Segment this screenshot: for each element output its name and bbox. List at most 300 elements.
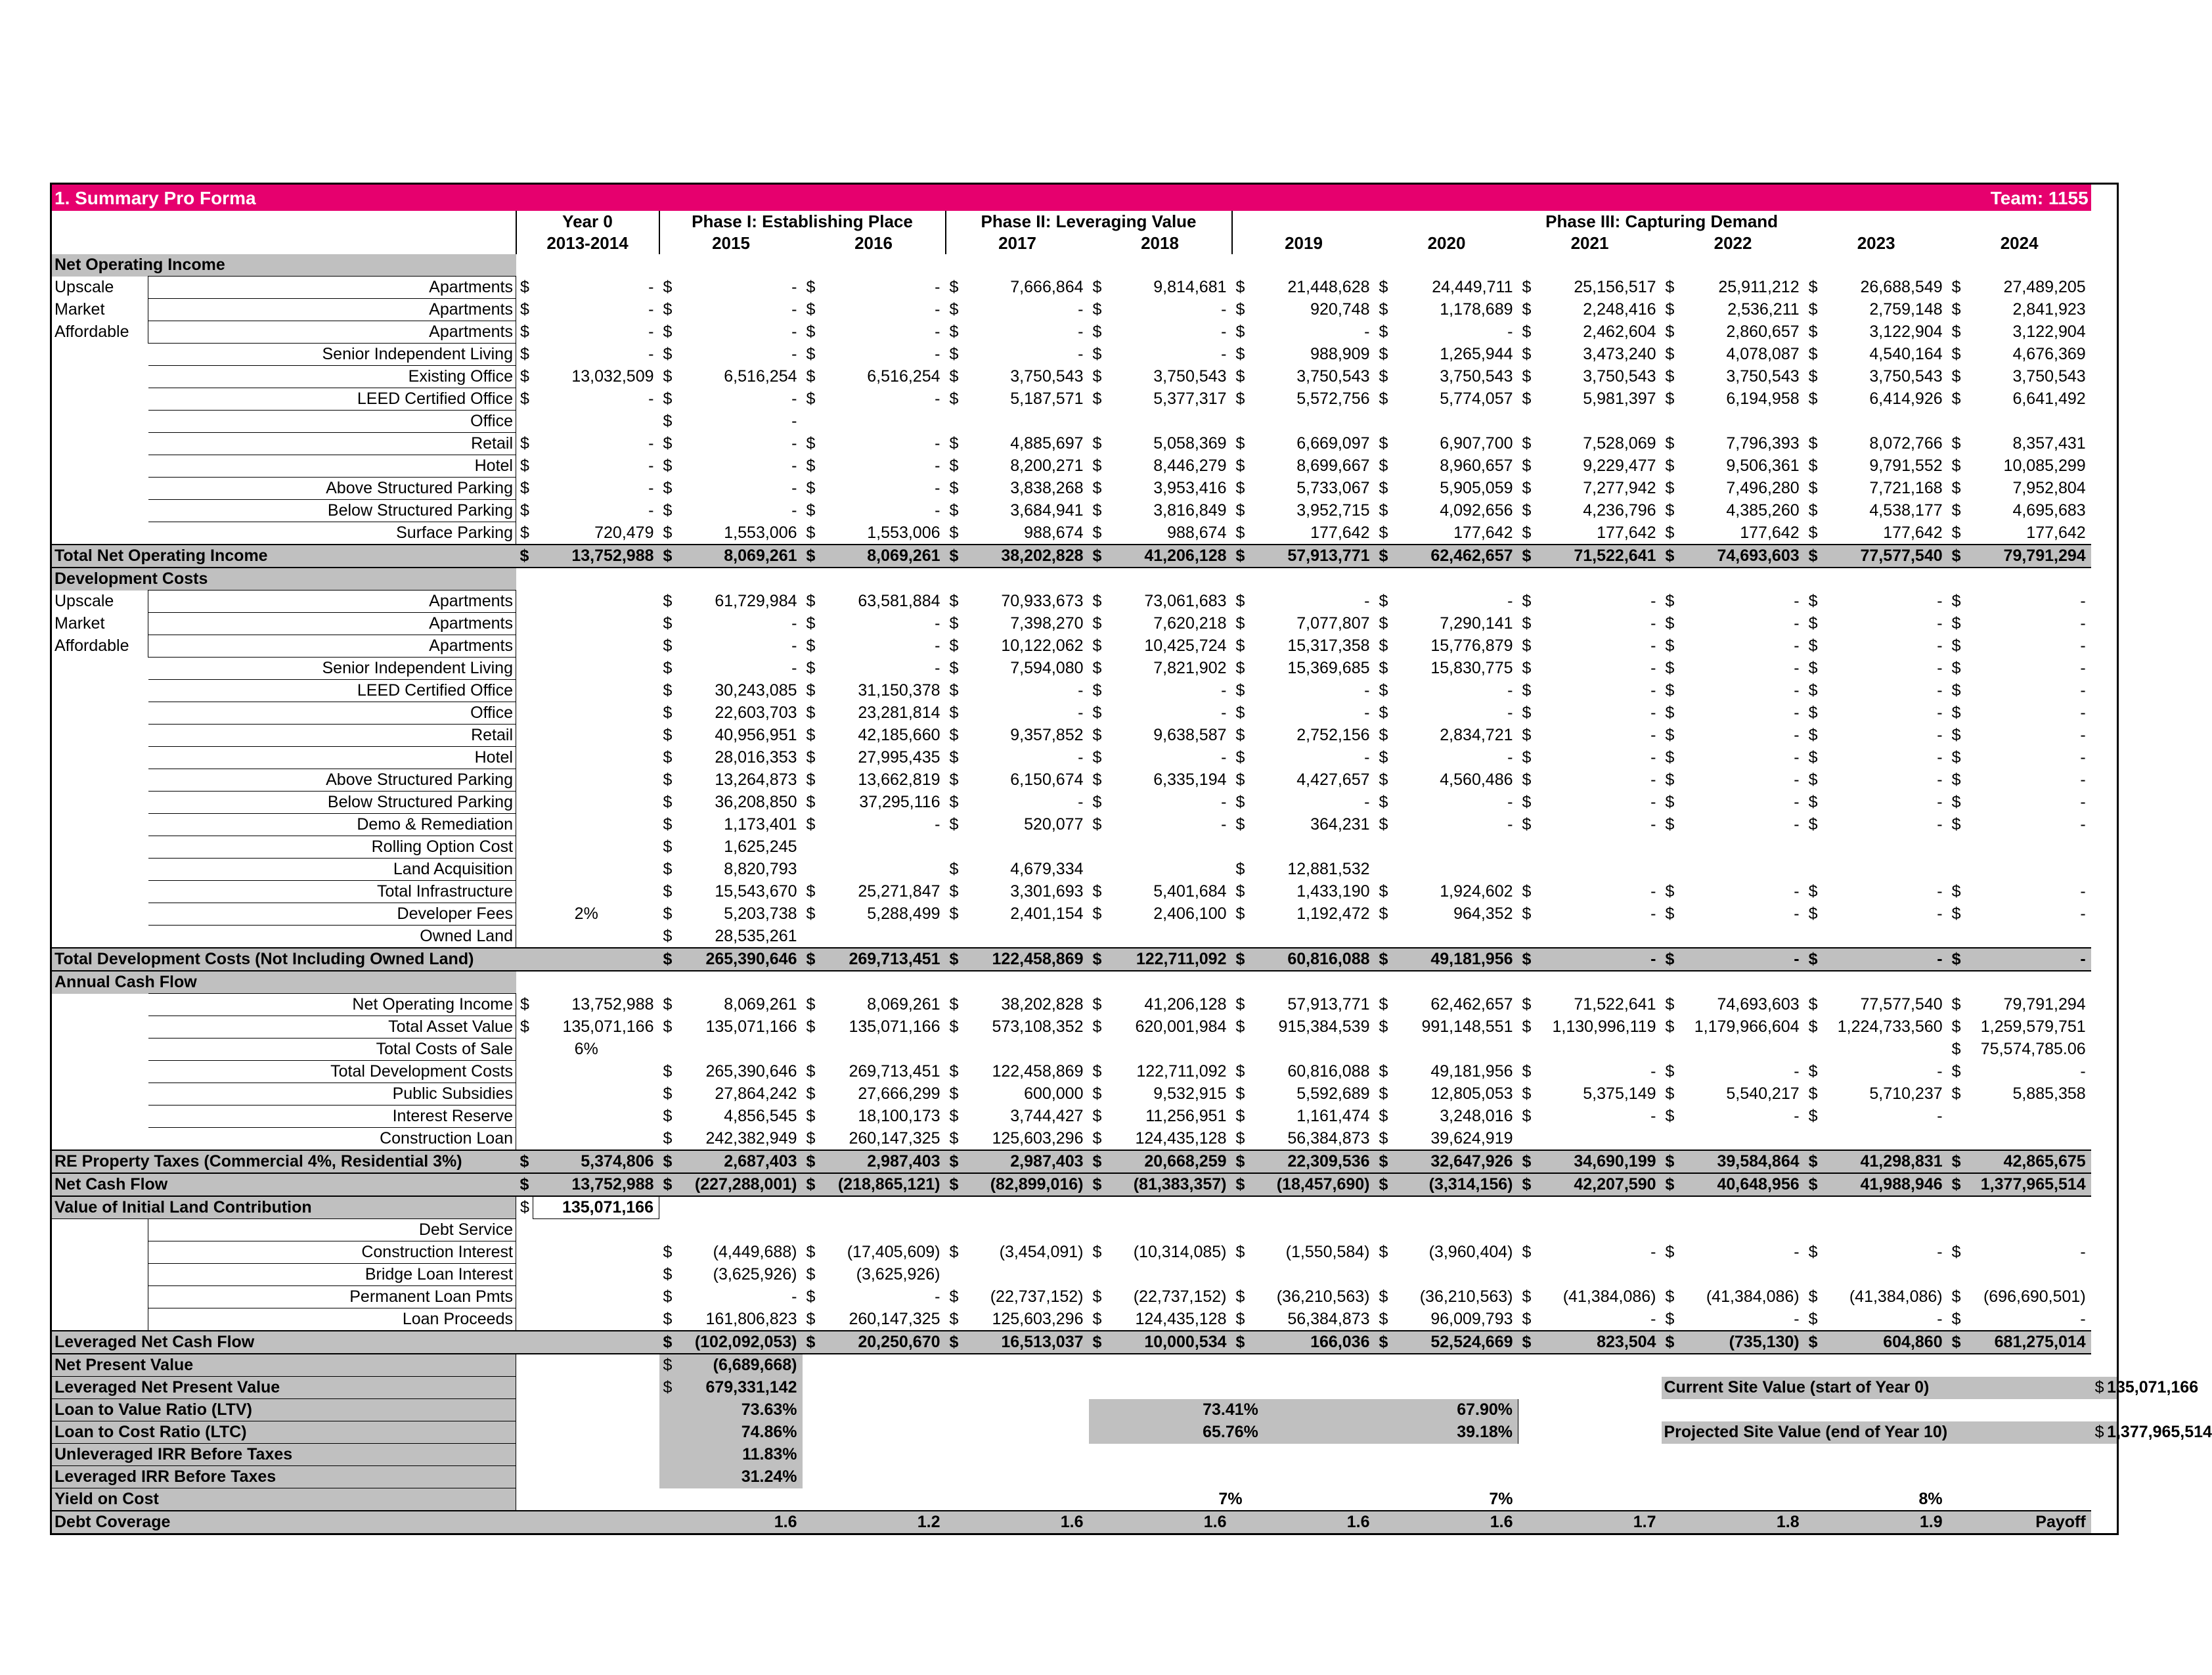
dollar-sign: $	[1808, 501, 1818, 520]
blank	[51, 233, 148, 254]
dollar-sign	[1375, 836, 1392, 859]
dollar-sign: $	[1522, 793, 1532, 811]
value-cell: 40,956,951	[715, 726, 797, 744]
dollar-sign	[803, 836, 820, 859]
value-cell: (10,314,085)	[1133, 1243, 1227, 1261]
value-cell: -	[2080, 636, 2086, 655]
value-cell: 1,553,006	[724, 523, 797, 542]
value-cell: 3,750,543	[1010, 367, 1084, 386]
dollar-sign: $	[1665, 345, 1675, 363]
blank	[1822, 1444, 1948, 1466]
coverage-value: 1.6	[946, 1511, 1089, 1534]
total-row	[51, 948, 2118, 971]
value-cell: 6,669,097	[1296, 434, 1370, 453]
value-cell: 5,733,067	[1296, 479, 1370, 497]
row-category	[51, 478, 148, 500]
dollar-sign: $	[1665, 904, 1675, 923]
blank	[1392, 568, 1518, 591]
value-cell	[820, 859, 946, 881]
blank	[1948, 1399, 1965, 1421]
dollar-sign: $	[1379, 479, 1388, 497]
yield-value: 7%	[1218, 1489, 1243, 1508]
dollar-sign: $	[1665, 726, 1675, 744]
dollar-sign: $	[1522, 592, 1532, 610]
dollar-sign: $	[1808, 681, 1818, 700]
blank	[516, 1219, 533, 1241]
dollar-sign: $	[1518, 1150, 1536, 1173]
site-value: 1,377,965,514	[2104, 1421, 2117, 1444]
dollar-sign	[516, 411, 533, 433]
value-cell: (3,960,404)	[1428, 1243, 1513, 1261]
value-cell	[533, 859, 659, 881]
table-row	[51, 1308, 2118, 1331]
value-cell: 5,710,237	[1869, 1084, 1943, 1103]
dollar-sign: $	[949, 659, 959, 677]
pro-forma-sheet	[50, 183, 2212, 1535]
blank	[1965, 568, 2091, 591]
value-cell	[820, 1038, 946, 1061]
blank	[533, 568, 659, 591]
dollar-sign: $	[1951, 636, 1961, 655]
value-cell: 2,401,154	[1010, 904, 1084, 923]
value-cell: 520,077	[1024, 815, 1084, 834]
value-cell: 63,581,884	[858, 592, 940, 610]
dollar-sign	[1948, 1264, 1965, 1286]
dollar-sign: $	[1092, 904, 1102, 923]
dollar-sign: $	[1092, 501, 1102, 520]
dollar-sign: $	[1235, 523, 1245, 542]
value-cell: -	[1937, 704, 1943, 722]
blank	[1375, 1354, 1392, 1377]
row-label: Land Acquisition	[148, 859, 516, 881]
value-cell: 8,069,261	[867, 995, 940, 1014]
dollar-sign: $	[1805, 1150, 1822, 1173]
dollar-sign: $	[2091, 1421, 2104, 1444]
value-cell	[533, 1061, 659, 1083]
value-cell: -	[2080, 748, 2086, 767]
value-cell: 23,281,814	[858, 704, 940, 722]
value-cell: 3,684,941	[1010, 501, 1084, 520]
table-row	[51, 1264, 2118, 1286]
value-cell: 5,288,499	[867, 904, 940, 923]
blank	[659, 1196, 676, 1219]
blank	[1536, 1421, 1662, 1444]
coverage-value: 1.7	[1518, 1511, 1662, 1534]
value-cell: 3,248,016	[1440, 1107, 1513, 1125]
blank	[1662, 1196, 1679, 1219]
row-category	[51, 881, 148, 903]
blank	[803, 1196, 820, 1219]
blank	[946, 1196, 963, 1219]
value-cell	[1822, 859, 1948, 881]
value-cell: -	[935, 434, 940, 453]
value-cell: -	[1794, 681, 1800, 700]
blank	[946, 1444, 963, 1466]
value-cell: -	[791, 636, 797, 655]
dollar-sign	[803, 926, 820, 949]
blank	[803, 1377, 820, 1399]
dollar-sign: $	[663, 1243, 673, 1261]
dollar-sign: $	[1379, 726, 1388, 744]
dollar-sign: $	[946, 948, 963, 971]
blank	[1965, 1466, 2091, 1488]
value-cell: -	[1679, 948, 1805, 971]
table-row	[51, 1083, 2118, 1106]
dollar-sign: $	[806, 457, 816, 475]
dollar-sign: $	[949, 726, 959, 744]
blank	[516, 1444, 533, 1466]
dollar-sign	[1518, 1038, 1536, 1061]
value-cell: -	[2080, 1243, 2086, 1261]
value-cell	[533, 814, 659, 836]
dollar-sign: $	[1951, 614, 1961, 633]
dollar-sign: $	[663, 659, 673, 677]
value-cell: -	[648, 278, 654, 296]
dollar-sign: $	[663, 278, 673, 296]
yield-label: Yield on Cost	[51, 1488, 516, 1511]
dollar-sign: $	[1092, 592, 1102, 610]
value-cell: (36,210,563)	[1276, 1287, 1370, 1306]
dollar-sign: $	[803, 1331, 820, 1354]
dollar-sign: $	[1235, 726, 1245, 744]
blank	[51, 211, 148, 233]
dollar-sign: $	[1808, 1062, 1818, 1081]
blank	[963, 1219, 1089, 1241]
dollar-sign: $	[659, 1377, 676, 1399]
value-cell	[1822, 1038, 1948, 1061]
value-cell	[1392, 926, 1518, 949]
value-cell	[1965, 1106, 2091, 1128]
value-cell: 8,699,667	[1296, 457, 1370, 475]
row-label: Above Structured Parking	[148, 478, 516, 500]
value-cell: (696,690,501)	[1983, 1287, 2086, 1306]
dollar-sign	[803, 859, 820, 881]
dollar-sign: $	[1665, 1062, 1675, 1081]
value-cell: 1,259,579,751	[1980, 1017, 2086, 1036]
dollar-sign	[1232, 836, 1249, 859]
metric-row	[51, 1354, 2118, 1377]
value-cell: -	[1794, 614, 1800, 633]
value-cell: (82,899,016)	[963, 1173, 1089, 1196]
dollar-sign: $	[806, 323, 816, 341]
blank	[51, 1219, 148, 1241]
dollar-sign: $	[1092, 1287, 1102, 1306]
row-category	[51, 903, 148, 926]
value-cell	[820, 926, 946, 949]
value-cell: 34,690,199	[1536, 1150, 1662, 1173]
blank	[1392, 971, 1518, 994]
value-cell: 122,711,092	[1106, 948, 1232, 971]
blank	[1375, 254, 1392, 277]
dollar-sign: $	[803, 545, 820, 568]
section-header	[51, 254, 2118, 277]
value-cell: -	[1794, 636, 1800, 655]
value-cell	[820, 411, 946, 433]
site-value: 135,071,166	[2104, 1377, 2117, 1399]
value-cell: 37,295,116	[859, 793, 940, 811]
metric-value: 11.83%	[676, 1444, 803, 1466]
value-cell: -	[1794, 882, 1800, 901]
value-cell: 124,435,128	[1135, 1309, 1227, 1328]
value-cell: (41,384,086)	[1849, 1287, 1943, 1306]
value-cell: -	[791, 479, 797, 497]
blank	[963, 1466, 1089, 1488]
dollar-sign: $	[806, 1128, 816, 1148]
total-label: RE Property Taxes (Commercial 4%, Residential 3%)	[51, 1150, 516, 1173]
blank	[2091, 1444, 2104, 1466]
dollar-sign: $	[806, 882, 816, 901]
value-cell	[533, 1083, 659, 1106]
dollar-sign: $	[1522, 748, 1532, 767]
value-cell: 39,624,919	[1430, 1128, 1513, 1148]
dollar-sign: $	[520, 457, 529, 475]
row-label: Net Operating Income	[148, 994, 516, 1016]
blank	[1249, 1219, 1375, 1241]
dollar-sign: $	[1379, 815, 1388, 834]
value-cell: 10,425,724	[1144, 636, 1227, 655]
dollar-sign: $	[1235, 904, 1245, 923]
dollar-sign: $	[1951, 501, 1961, 520]
dollar-sign: $	[1665, 636, 1675, 655]
value-cell	[533, 411, 659, 433]
dollar-sign: $	[1808, 345, 1818, 363]
blank	[2104, 1488, 2117, 1511]
dollar-sign	[1805, 411, 1822, 433]
value-cell: 5,377,317	[1153, 390, 1227, 408]
blank	[1536, 1219, 1662, 1241]
dollar-sign	[1518, 411, 1536, 433]
value-cell: 13,264,873	[715, 770, 797, 789]
row-category	[51, 455, 148, 478]
value-cell: (41,384,086)	[1562, 1287, 1656, 1306]
dollar-sign: $	[1235, 659, 1245, 677]
value-cell: 8,446,279	[1153, 457, 1227, 475]
blank	[1375, 1444, 1392, 1466]
value-cell: 8,069,261	[724, 995, 797, 1014]
value-cell: 60,816,088	[1249, 948, 1375, 971]
dollar-sign: $	[803, 1150, 820, 1173]
dollar-sign: $	[663, 748, 673, 767]
dollar-sign	[1232, 1264, 1249, 1286]
dollar-sign: $	[1522, 882, 1532, 901]
dollar-sign: $	[663, 1017, 673, 1036]
dollar-sign	[1518, 926, 1536, 949]
dollar-sign: $	[1662, 1331, 1679, 1354]
dollar-sign: $	[1235, 1017, 1245, 1036]
value-cell	[533, 1308, 659, 1331]
dollar-sign: $	[1375, 1150, 1392, 1173]
value-cell: 7,821,902	[1153, 659, 1227, 677]
value-cell	[1679, 1264, 1805, 1286]
dollar-sign: $	[1379, 1243, 1388, 1261]
table-row	[51, 388, 2118, 411]
value-cell: 2,841,923	[2012, 300, 2086, 319]
dollar-sign: $	[1665, 300, 1675, 319]
dollar-sign: $	[663, 838, 673, 856]
table-row	[51, 478, 2118, 500]
coverage-value: 1.6	[659, 1511, 803, 1534]
table-row	[51, 769, 2118, 792]
row-category	[51, 1106, 148, 1128]
row-category	[51, 747, 148, 769]
value-cell: 73,061,683	[1144, 592, 1227, 610]
value-cell	[533, 1264, 659, 1286]
value-cell: 25,911,212	[1718, 278, 1800, 296]
dollar-sign: $	[663, 501, 673, 520]
blank	[963, 1444, 1089, 1466]
blank	[533, 1421, 659, 1444]
blank	[1679, 1399, 1805, 1421]
dollar-sign: $	[1665, 659, 1675, 677]
dollar-sign: $	[1092, 323, 1102, 341]
dollar-sign: $	[1808, 882, 1818, 901]
land-label: Value of Initial Land Contribution	[51, 1196, 516, 1219]
metric-value: 74.86%	[676, 1421, 803, 1444]
blank	[1536, 1444, 1662, 1466]
dollar-sign: $	[516, 1173, 533, 1196]
value-cell: 27,864,242	[715, 1084, 797, 1103]
dollar-sign: $	[1665, 1017, 1675, 1036]
dollar-sign: $	[520, 323, 529, 341]
value-cell: 135,071,166	[562, 1017, 654, 1036]
yield-row	[51, 1488, 2118, 1511]
dollar-sign: $	[1235, 1309, 1245, 1328]
dollar-sign: $	[1948, 1150, 1965, 1173]
value-cell: -	[1937, 1062, 1943, 1081]
value-cell: 964,352	[1453, 904, 1513, 923]
row-category: Market	[51, 613, 148, 635]
value-cell: -	[791, 501, 797, 520]
value-cell: 26,688,549	[1860, 278, 1943, 296]
table-row	[51, 433, 2118, 455]
value-cell: -	[1364, 592, 1370, 610]
debt-title: Debt Service	[148, 1219, 516, 1241]
dollar-sign: $	[1665, 479, 1675, 497]
value-cell: -	[1937, 748, 1943, 767]
value-cell: 177,642	[1883, 523, 1943, 542]
table-row	[51, 814, 2118, 836]
dollar-sign: $	[663, 1107, 673, 1125]
value-cell: -	[1650, 726, 1656, 744]
value-cell: 8,072,766	[1869, 434, 1943, 453]
value-cell	[533, 836, 659, 859]
value-cell: 5,203,738	[724, 904, 797, 923]
row-label: Rolling Option Cost	[148, 836, 516, 859]
dollar-sign: $	[1522, 345, 1532, 363]
value-cell: -	[1650, 1309, 1656, 1328]
dollar-sign: $	[1808, 457, 1818, 475]
value-cell: -	[935, 457, 940, 475]
dollar-sign	[946, 926, 963, 949]
dollar-sign: $	[1665, 434, 1675, 453]
phase-3: Phase III: Capturing Demand	[1232, 211, 2091, 233]
page-title: 1. Summary Pro Forma	[51, 184, 1805, 212]
value-cell: -	[1078, 323, 1084, 341]
dollar-sign: $	[806, 815, 816, 834]
blank	[1232, 568, 1249, 591]
value-cell: -	[935, 815, 940, 834]
section-title: Annual Cash Flow	[51, 971, 516, 994]
blank	[1805, 1219, 1822, 1241]
dollar-sign: $	[806, 614, 816, 633]
value-cell: -	[1937, 659, 1943, 677]
row-category	[51, 769, 148, 792]
dollar-sign: $	[1522, 704, 1532, 722]
blank	[803, 1219, 820, 1241]
value-cell: 9,791,552	[1869, 457, 1943, 475]
blank	[533, 1219, 659, 1241]
value-cell	[1679, 1038, 1805, 1061]
table-row	[51, 702, 2118, 725]
value-cell: 77,577,540	[1822, 545, 1948, 568]
table-row	[51, 926, 2118, 949]
dollar-sign: $	[1951, 278, 1961, 296]
value-cell: 7,290,141	[1440, 614, 1513, 633]
value-cell: 5,375,149	[1583, 1084, 1656, 1103]
value-cell: -	[1937, 815, 1943, 834]
dollar-sign: $	[663, 926, 673, 945]
row-category	[51, 433, 148, 455]
blank	[1249, 1377, 1375, 1399]
dollar-sign: $	[949, 770, 959, 789]
blank	[803, 971, 820, 994]
value-cell: -	[1794, 904, 1800, 923]
dollar-sign: $	[1665, 457, 1675, 475]
blank	[963, 1354, 1089, 1377]
dollar-sign: $	[949, 1309, 959, 1328]
value-cell: -	[648, 345, 654, 363]
row-category: Affordable	[51, 635, 148, 658]
value-cell: -	[791, 434, 797, 453]
blank	[1106, 1219, 1232, 1241]
dollar-sign	[516, 881, 533, 903]
value-cell: 3,122,904	[1869, 323, 1943, 341]
value-cell: -	[1794, 793, 1800, 811]
blank	[1392, 1354, 1518, 1377]
value-cell: 3,750,543	[1726, 367, 1800, 386]
dollar-sign: $	[1379, 300, 1388, 319]
value-cell: 7,277,942	[1583, 479, 1656, 497]
value-cell: 5,572,756	[1296, 390, 1370, 408]
table-row	[51, 1106, 2118, 1128]
dollar-sign	[1232, 411, 1249, 433]
blank	[148, 233, 516, 254]
row-category	[51, 500, 148, 522]
blank	[1518, 971, 1536, 994]
dollar-sign: $	[803, 948, 820, 971]
value-cell: -	[791, 659, 797, 677]
value-cell: 13,752,988	[533, 545, 659, 568]
value-cell: 265,390,646	[676, 948, 803, 971]
dollar-sign: $	[949, 1084, 959, 1103]
dollar-sign: $	[949, 592, 959, 610]
dollar-sign: $	[1808, 770, 1818, 789]
dollar-sign: $	[1092, 1107, 1102, 1125]
value-cell	[1536, 926, 1662, 949]
value-cell: (1,550,584)	[1285, 1243, 1370, 1261]
dollar-sign	[1375, 859, 1392, 881]
value-cell: -	[1937, 904, 1943, 923]
dollar-sign: $	[1379, 681, 1388, 700]
dollar-sign: $	[1522, 501, 1532, 520]
row-category	[51, 1128, 148, 1151]
dollar-sign: $	[949, 501, 959, 520]
metric-row	[51, 1444, 2118, 1466]
table-row	[51, 658, 2118, 680]
dollar-sign: $	[1662, 545, 1679, 568]
row-category	[51, 814, 148, 836]
dollar-sign: $	[1951, 592, 1961, 610]
